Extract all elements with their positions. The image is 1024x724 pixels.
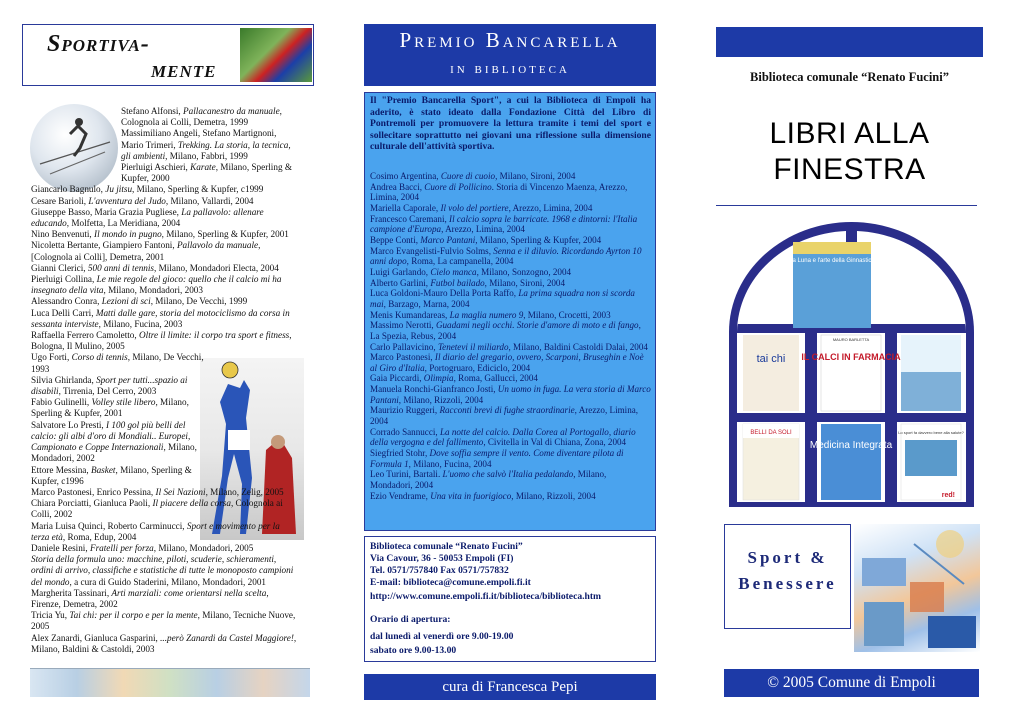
- entry-title: Il calcio sopra le barricate. 1968 e dintorni: l'Italia campione d'Europa: [370, 213, 638, 235]
- premio-intro-text: Il "Premio Bancarella Sport", a cui la Biblioteca di Empoli ha aderito, è stato ideato dalla Fondazione Città del Libro di Pontremoli per promuovere la lettura tramite i temi del sport e sollecitare soprattutto nei giovani una riflessione sulla dimensione culturale dell'attività sportiva.: [370, 95, 651, 153]
- entry-title: Il mondo in pugno: [94, 229, 162, 240]
- entry-publisher: , Milano, Mondadori Electa, 2004: [154, 262, 279, 273]
- sportivamente-entry: [31, 487, 299, 498]
- sportivamente-entry: [31, 397, 299, 419]
- sportivamente-entry: [31, 330, 299, 352]
- entry-title: Trekking. La storia, la tecnica, gli ambienti: [121, 139, 291, 161]
- sportivamente-entry: [31, 375, 299, 397]
- entry-title: Cuore di Pollicino: [424, 181, 492, 192]
- main-title-line1: LIBRI ALLA: [769, 117, 930, 150]
- entry-author: Alessandro Conra,: [31, 296, 102, 307]
- entry-publisher: , Milano, Sperling & Kupfer, 2001: [31, 397, 189, 419]
- library-heading: Biblioteca comunale “Renato Fucini”: [750, 70, 949, 84]
- info-phone-fax: Tel. 0571/757840 Fax 0571/757832: [370, 565, 509, 576]
- entry-publisher: , Milano, Mondadori, 2004: [370, 469, 607, 491]
- entry-publisher: , Arezzo, Limina, 2004: [441, 224, 525, 235]
- entry-author: Menis Kumandareas,: [370, 309, 450, 320]
- info-library-name: Biblioteca comunale “Renato Fucini”: [370, 541, 523, 552]
- entry-publisher: , Arezzo, Limina, 2004: [508, 202, 593, 213]
- premio-entry: [370, 246, 651, 267]
- sportivamente-entry: [31, 498, 299, 520]
- entry-publisher: , Milano, Mondadori, 2002: [31, 442, 197, 464]
- premio-entry: [370, 203, 651, 214]
- book-cover-1: [793, 242, 871, 328]
- entry-author: Beppe Conti,: [370, 234, 421, 245]
- benessere-title: Benessere: [738, 574, 837, 593]
- entry-publisher: , Milano, De Vecchi, 1993: [31, 352, 204, 374]
- entry-author: Luca Delli Carri,: [31, 307, 96, 318]
- entry-publisher: , Colognola ai Colli, Demetra, 1999: [121, 106, 282, 128]
- entry-title: Guadami negli occhi. Storie d'amore di moto e di fango: [435, 320, 639, 331]
- premio-entry: [370, 405, 651, 426]
- entry-title: Ju jitsu: [105, 184, 133, 195]
- entry-author: Massimiliano Angeli, Stefano Martignoni, Mario Trimeri,: [121, 128, 277, 150]
- info-hours-weekdays: dal lunedì al venerdì ore 9.00-19.00: [370, 631, 514, 642]
- entry-author: Marco Pastonesi,: [370, 352, 435, 363]
- premio-bancarella-title: Premio Bancarella: [399, 28, 621, 52]
- entry-publisher: , Milano, De Vecchi, 1999: [150, 296, 248, 307]
- sportivamente-entry: [31, 128, 299, 162]
- book-cover-tai-chi: [743, 335, 799, 411]
- entry-author: Cosimo Argentina,: [370, 171, 441, 181]
- entry-publisher: , Milano, Fucina, 2003: [98, 318, 183, 329]
- premio-entry: [370, 182, 651, 203]
- entry-publisher: , Milano, Fucina, 2004: [408, 458, 492, 469]
- entry-author: Daniele Resini,: [31, 542, 90, 553]
- entry-author: Alex Zanardi, Gianluca Gasparini,: [31, 632, 161, 643]
- entry-publisher: , Milano, Tecniche Nuove, 2005: [31, 610, 296, 632]
- premio-entry: [370, 278, 651, 289]
- entry-author: Nicoletta Bertante, Giampiero Fantoni,: [31, 240, 177, 251]
- entry-title: Oltre il limite: il corpo tra sport e fitness: [139, 330, 290, 341]
- entry-publisher: , Civitella in Val di Chiana, Zona, 2004: [483, 437, 627, 448]
- entry-title: Storia della formula uno: macchine, piloti, scuderie, schieramenti, ordini di arrivo, classifiche e statistiche di tutte le monoposto campioni del mondo: [31, 554, 294, 587]
- window-pane-top-right: [857, 231, 966, 332]
- entry-author: Siegfried Stohr,: [370, 448, 430, 459]
- entry-author: Marco Pastonesi, Enrico Pessina,: [31, 486, 156, 497]
- entry-title: Il volo del portiere: [440, 202, 509, 213]
- book1-title: La Luna e l'arte della Ginnastica: [789, 258, 875, 264]
- sportivamente-entry: [31, 543, 299, 554]
- sportivamente-title-line1: Sportiva-: [47, 31, 150, 57]
- entry-title: Le mie regole del gioco: quello che il calcio mi ha insegnato della vita: [31, 274, 282, 296]
- rugby-photo: [240, 28, 312, 82]
- entry-title: Lezioni di sci: [101, 296, 151, 307]
- sportivamente-entry: [31, 633, 299, 655]
- premio-entry: [370, 384, 651, 405]
- sportivamente-entry: [31, 296, 299, 307]
- sport-title: Sport &: [747, 548, 828, 567]
- entry-title: Volley stile libero: [91, 397, 156, 408]
- entry-publisher: , Milano, Sironi, 2004: [495, 171, 576, 181]
- entry-title: Basket: [90, 464, 116, 475]
- info-hours-label: Orario di apertura:: [370, 614, 451, 625]
- premio-entry: [370, 310, 651, 321]
- entry-title: Cuore di cuoio: [440, 171, 496, 181]
- book-cover-medicina: [821, 424, 881, 500]
- entry-publisher: , Milano, Sperling & Kupfer, 2000: [121, 162, 292, 184]
- sportivamente-entry: [31, 521, 299, 543]
- curator-footer: cura di Francesca Pepi: [364, 674, 656, 700]
- in-biblioteca-subtitle: in biblioteca: [450, 61, 570, 77]
- entry-publisher: , Colognola ai Colli, 2002: [31, 498, 283, 520]
- entry-publisher: , Milano, Vallardi, 2004: [165, 195, 254, 206]
- sportivamente-entry: [31, 274, 299, 296]
- entry-publisher: , Milano, Fabbri, 1999: [165, 150, 248, 161]
- library-info-box: [364, 536, 656, 662]
- entry-author: Giuseppe Basso, Maria Grazia Pugliese,: [31, 206, 182, 217]
- entry-author: Marco Evangelisti-Fulvio Solms,: [370, 245, 494, 256]
- entry-publisher: , Milano, Sironi, 2004: [484, 277, 566, 288]
- sportivamente-title-line2: mente: [151, 57, 217, 83]
- entry-publisher: , Firenze, Demetra, 2002: [31, 587, 269, 609]
- premio-entry: [370, 235, 651, 246]
- sportivamente-entry: [31, 240, 299, 262]
- entry-author: Luigi Garlando,: [370, 266, 431, 277]
- sportivamente-entry: [31, 106, 299, 128]
- premio-entry: [370, 352, 651, 373]
- entry-publisher: , Milano, Mondadori, 2005: [153, 542, 254, 553]
- sportivamente-entry: [31, 196, 299, 207]
- entry-title: Cielo manca: [430, 266, 477, 277]
- entry-publisher: , Arezzo, Limina, 2004: [370, 405, 639, 427]
- entry-publisher: , Milano, Rizzoli, 2004: [511, 490, 596, 501]
- entry-publisher: , Barzago, Marna, 2004: [383, 298, 470, 309]
- entry-author: Manuela Ronchi-Gianfranco Josti,: [370, 384, 498, 395]
- entry-author: Pierluigi Aschieri,: [121, 162, 191, 173]
- entry-title: Sport e movimento per la terza età: [31, 520, 280, 542]
- entry-author: Maria Luisa Quinci, Roberto Carminucci,: [31, 520, 187, 531]
- entry-title: Tenetevi il miliardo: [437, 341, 509, 352]
- entry-publisher: , a cura di Guido Staderini, Milano, Mondadori, 2001: [69, 576, 267, 587]
- entry-publisher: , [Colognola ai Colli], Demetra, 2001: [31, 240, 261, 262]
- info-hours-saturday: sabato ore 9.00-13.00: [370, 645, 457, 656]
- entry-title: Matti dalle gare, storia del motociclismo da corsa in sessanta interviste: [31, 307, 290, 329]
- entry-author: Tricia Yu,: [31, 610, 70, 621]
- sport-collage-icon: [854, 524, 980, 652]
- premio-entry: [370, 427, 651, 448]
- sportivamente-entry: [31, 229, 299, 240]
- title-divider: [716, 205, 977, 206]
- info-website[interactable]: http://www.comune.empoli.fi.it/biblioteca/biblioteca.htm: [370, 591, 602, 602]
- premio-entry: [370, 342, 651, 353]
- entry-author: Massimo Nerotti,: [370, 320, 436, 331]
- entry-author: Salvatore Lo Presti,: [31, 419, 107, 430]
- entry-publisher: , Milano, Baldini & Castoldi, 2003: [31, 632, 297, 654]
- entry-title: L'avventura del Judo: [88, 195, 166, 206]
- entry-title: La pallavolo: allenare educando: [31, 206, 264, 229]
- premio-entry: [370, 171, 651, 182]
- entry-publisher: , Milano, Zelig, 2005: [205, 486, 284, 497]
- book3-title: IL CALCI IN FARMACIA: [801, 352, 901, 362]
- entry-author: Ugo Forti,: [31, 352, 72, 363]
- entry-author: Silvia Ghirlanda,: [31, 374, 97, 385]
- entry-author: Gianni Clerici,: [31, 262, 88, 273]
- sport-collage: [854, 524, 980, 652]
- entry-title: Pallavolo da manuale: [176, 240, 259, 251]
- entry-author: Fabio Gulinelli,: [31, 397, 92, 408]
- entry-author: Corrado Sannucci,: [370, 426, 440, 437]
- entry-publisher: , Roma, Edup, 2004: [62, 531, 137, 542]
- info-email[interactable]: E-mail: biblioteca@comune.empoli.fi.it: [370, 577, 531, 588]
- premio-entry: [370, 267, 651, 278]
- entry-title: Karate: [190, 162, 216, 173]
- premio-book-list: [370, 171, 651, 501]
- sportivamente-entry: [31, 588, 299, 610]
- top-accent-bar: [716, 27, 983, 57]
- entry-publisher: , Milano, Baldini Castoldi Dalai, 2004: [508, 341, 648, 352]
- entry-title: Pallacanestro da manuale: [183, 106, 280, 116]
- entry-author: Raffaella Ferrero Camoletto,: [31, 330, 139, 341]
- entry-publisher: , Molfetta, La Meridiana, 2004: [66, 218, 181, 229]
- entry-author: Gaia Piccardi,: [370, 373, 424, 384]
- entry-title: L'uomo che salvò l'Italia pedalando: [442, 469, 574, 480]
- entry-title: Dove soffia sempre il vento. Come diventare pilota di Formula 1: [370, 448, 624, 469]
- entry-author: Ezio Vendrame,: [370, 490, 431, 501]
- premio-entry: [370, 320, 651, 341]
- entry-title: Racconti brevi di fughe straordinarie: [439, 405, 575, 416]
- premio-bancarella-header: [364, 24, 656, 86]
- sports-photo-strip: [30, 668, 310, 697]
- entry-publisher: , Tirrenia, Del Cerro, 2003: [58, 386, 157, 397]
- entry-title: Un uomo in fuga. La vera storia di Marco Pantani: [370, 384, 651, 405]
- book3-author: MAURO BARLETTA: [832, 337, 870, 342]
- book7-title: Lo sport fa davvero bene alla salute?: [898, 430, 964, 435]
- entry-publisher: , Milano, Sperling & Kupfer, c1996: [31, 464, 192, 486]
- book6-title: Medicina Integrata: [809, 440, 893, 451]
- sportivamente-entry: [31, 263, 299, 274]
- entry-title: La notte del calcio. Dalla Corea al Portogallo, diario della vergogna e del fallimento: [370, 426, 636, 448]
- entry-publisher: , Milano, Sperling & Kupfer, 2004: [475, 234, 602, 245]
- premio-entry: [370, 469, 651, 490]
- entry-title: Senna e il diluvio. Ricordando Ayrton 10 anni dopo: [370, 245, 642, 267]
- entry-publisher: , Bologna, Il Mulino, 2005: [31, 330, 292, 352]
- entry-author: Pierluigi Collina,: [31, 274, 97, 285]
- entry-title: Il piacere della corsa: [152, 498, 231, 509]
- entry-title: I 100 gol più belli del calcio: gli albi d'oro di Mondiali.. Europei, Campionato e Coppe Internazionali: [31, 419, 191, 453]
- entry-publisher: , Milano, Sperling & Kupfer, 2001: [161, 229, 289, 240]
- premio-entry: [370, 214, 651, 235]
- window-illustration: [729, 222, 974, 507]
- entry-title: Marco Pantani: [420, 234, 476, 245]
- entry-title: Futbol bailado: [430, 277, 485, 288]
- entry-publisher: , Milano, Crocetti, 2003: [523, 309, 611, 320]
- premio-entry: [370, 288, 651, 309]
- book5-title: BELLI DA SOLI: [750, 430, 792, 436]
- entry-author: Chiara Porciatti, Gianluca Paoli,: [31, 498, 153, 509]
- sportivamente-entry: [31, 420, 299, 465]
- entry-title: Corso di tennis: [71, 352, 128, 363]
- entry-title: 500 anni di tennis: [87, 262, 155, 273]
- book7-brand: red!: [941, 492, 955, 499]
- entry-author: Cesare Barioli,: [31, 195, 89, 206]
- entry-title: Tai chi: per il corpo e per la mente: [69, 610, 198, 621]
- entry-publisher: , Milano, Mondadori, 2003: [103, 285, 203, 296]
- entry-publisher: , Roma, La campanella, 2004: [406, 256, 514, 267]
- entry-author: Luca Goldoni-Mauro Della Porta Raffo,: [370, 288, 519, 299]
- entry-author: Nino Benvenuti,: [31, 229, 95, 240]
- main-title: [716, 116, 983, 188]
- entry-author: Francesco Caremani,: [370, 213, 450, 224]
- entry-title: La maglia numero 9: [449, 309, 524, 320]
- sportivamente-entry: [31, 207, 299, 229]
- entry-author: Stefano Alfonsi,: [121, 106, 184, 116]
- sportivamente-entry: [31, 352, 299, 374]
- entry-publisher: , Roma, Gallucci, 2004: [453, 373, 538, 384]
- sportivamente-entry: [31, 465, 299, 487]
- entry-title: Sport per tutti...spazio ai disabili: [31, 374, 188, 397]
- entry-author: Margherita Tassinari,: [31, 587, 112, 598]
- main-title-line2: FINESTRA: [773, 153, 926, 186]
- sportivamente-entry: [31, 308, 299, 330]
- sportivamente-entry: [31, 610, 299, 632]
- entry-publisher: , Milano, Sperling & Kupfer, c1999: [132, 184, 264, 195]
- entry-author: Leo Turini, Bartali.: [370, 469, 443, 480]
- entry-title: Fratelli per forza: [89, 542, 154, 553]
- entry-publisher: , Milano, Sonzogno, 2004: [476, 266, 572, 277]
- entry-author: Maurizio Ruggeri,: [370, 405, 440, 416]
- book-cover-farmacia: [821, 335, 881, 411]
- entry-publisher: . Storia di Vincenzo Maenza, Arezzo, Limina, 2004: [370, 181, 628, 203]
- premio-entry: [370, 373, 651, 384]
- sportivamente-entry: [31, 162, 299, 184]
- book2-title: tai chi: [756, 353, 786, 365]
- entry-publisher: , Portogruaro, Ediciclo, 2004: [424, 362, 531, 373]
- entry-author: Giancarlo Bagnulo,: [31, 184, 106, 195]
- premio-entry: [370, 491, 651, 502]
- entry-title: Il diario del gregario, ovvero, Scarponi, Bruseghin e Noè al Giro d'Italia: [370, 352, 644, 373]
- entry-title: Arti marziali: come orientarsi nella scelta: [111, 587, 267, 598]
- premio-entry: [370, 448, 651, 469]
- info-address: Via Cavour, 36 - 50053 Empoli (FI): [370, 553, 514, 564]
- entry-author: Carlo Pallavicino,: [370, 341, 438, 352]
- sportivamente-entry: [31, 184, 299, 195]
- entry-title: ...però Zanardi da Castel Maggiore!: [160, 632, 294, 643]
- sportivamente-book-list: [31, 106, 299, 655]
- entry-title: Olimpia: [423, 373, 454, 384]
- entry-title: Il Sei Nazioni: [155, 486, 206, 497]
- entry-author: Mariella Caporale,: [370, 202, 441, 213]
- entry-title: Una vita in fuorigioco: [430, 490, 512, 501]
- entry-author: Ettore Messina,: [31, 464, 91, 475]
- entry-publisher: , Milano, Rizzoli, 2004: [398, 394, 484, 405]
- entry-publisher: , La Spezia, Rebus, 2004: [370, 320, 641, 341]
- entry-title: La prima squadra non si scorda mai: [370, 288, 635, 309]
- copyright-footer: © 2005 Comune di Empoli: [724, 669, 979, 697]
- entry-author: Andrea Bacci,: [370, 181, 425, 192]
- sportivamente-entry: [31, 554, 299, 588]
- entry-author: Alberto Garlini,: [370, 277, 431, 288]
